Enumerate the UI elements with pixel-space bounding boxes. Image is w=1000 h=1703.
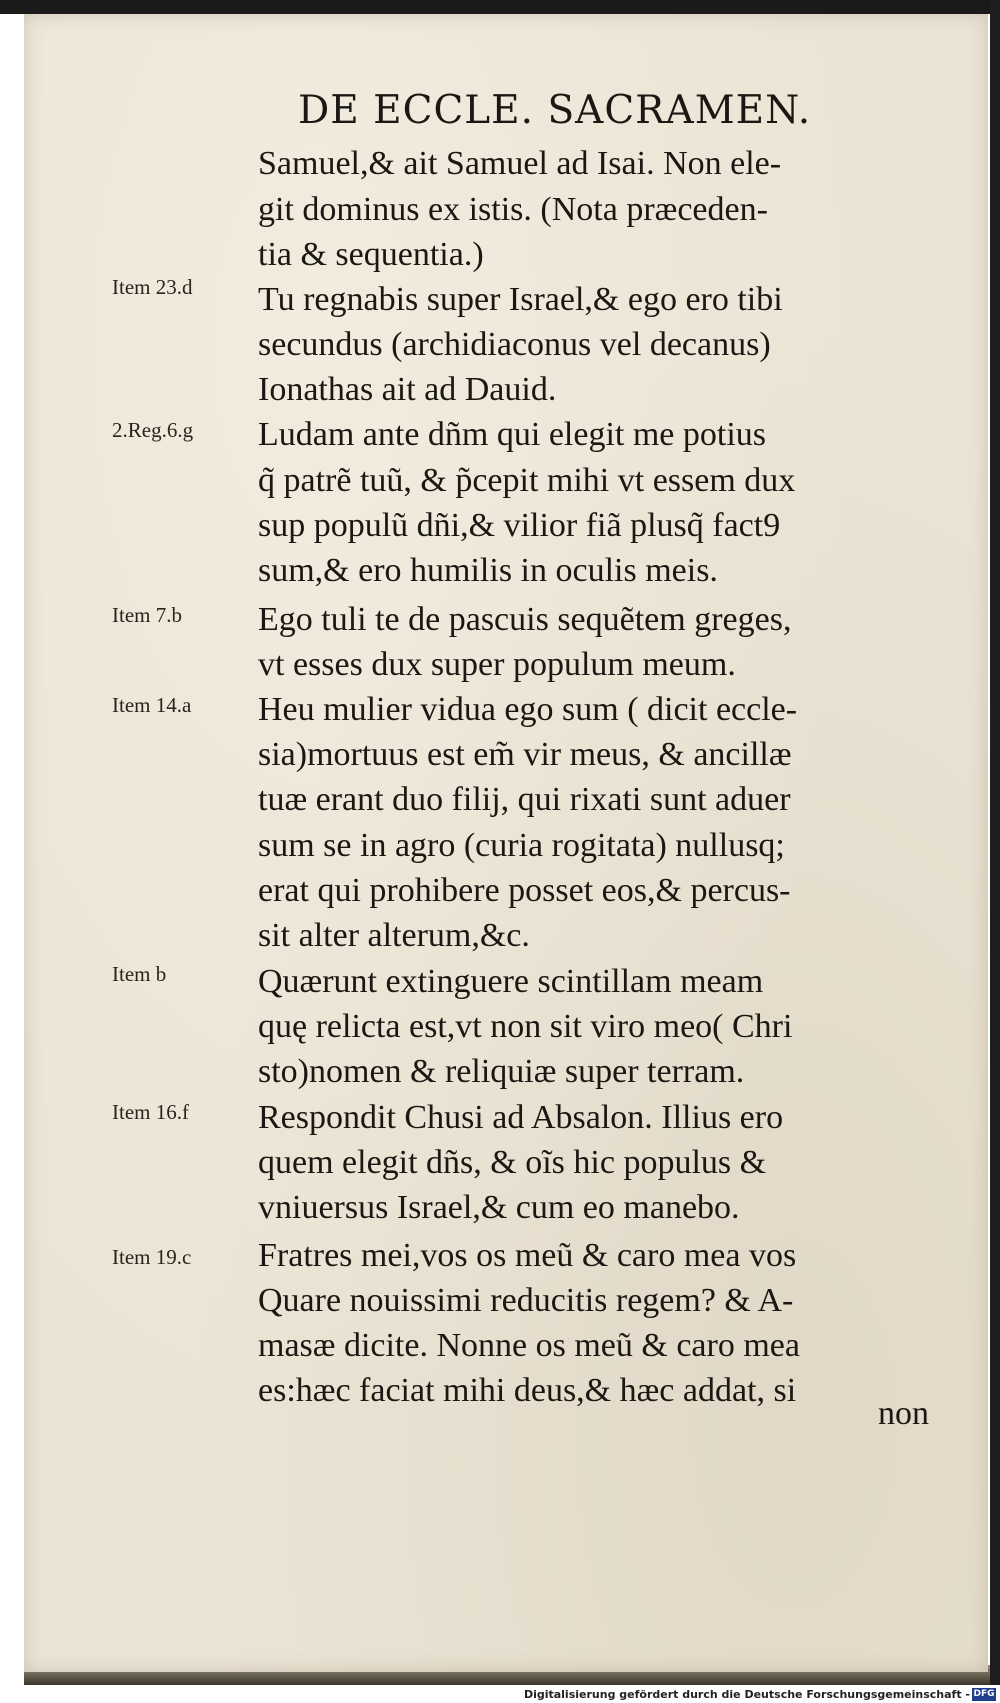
text-line: sum se in agro (curia rogitata) nullusq;	[258, 827, 785, 864]
text-line: quem elegit dñs, & oĩs hic populus &	[258, 1144, 767, 1181]
text-line: secundus (archidiaconus vel decanus)	[258, 326, 771, 363]
text-line: Samuel,& ait Samuel ad Isai. Non ele-	[258, 145, 782, 182]
margin-note: Item 19.c	[112, 1245, 192, 1269]
margin-note: 2.Reg.6.g	[112, 418, 194, 442]
text-line: tuæ erant duo filij, qui rixati sunt aduer	[258, 781, 791, 818]
text-line: quę relicta est,vt non sit viro meo( Chri	[258, 1008, 793, 1045]
text-line: erat qui prohibere posset eos,& percus-	[258, 872, 791, 909]
funding-credit: Digitalisierung gefördert durch die Deutsche Forschungsgemeinschaft -	[523, 1688, 970, 1701]
text-line: Respondit Chusi ad Absalon. Illius ero	[258, 1099, 784, 1136]
dfg-logo-icon: DFG	[973, 1689, 995, 1699]
text-line: git dominus ex istis. (Nota præceden-	[258, 191, 768, 228]
text-line: q̃ patrẽ tuũ, & p̃cepit mihi vt essem dux	[258, 462, 796, 499]
running-header: DE ECCLE. SACRAMEN.	[298, 88, 812, 133]
scan-border-right	[990, 0, 1000, 1685]
catchword: non	[878, 1395, 929, 1432]
text-line: masæ dicite. Nonne os meũ & caro mea	[258, 1327, 800, 1364]
text-line: Quærunt extinguere scintillam meam	[258, 963, 764, 1000]
text-line: Ludam ante dñm qui elegit me potius	[258, 416, 767, 453]
text-line: sup populũ dñi,& vilior fiã plusq̃ fact9	[258, 507, 781, 544]
text-line: sit alter alterum,&c.	[258, 917, 530, 954]
scan-border-top	[0, 0, 1000, 14]
margin-note: Item 14.a	[112, 693, 192, 717]
text-line: sto)nomen & reliquiæ super terram.	[258, 1053, 745, 1090]
text-line: Fratres mei,vos os meũ & caro mea vos	[258, 1237, 797, 1274]
margin-note: Item 23.d	[112, 275, 193, 299]
text-line: vniuersus Israel,& cum eo manebo.	[258, 1189, 740, 1226]
text-line: Ionathas ait ad Dauid.	[258, 371, 557, 408]
text-line: sum,& ero humilis in oculis meis.	[258, 552, 718, 589]
text-line: tia & sequentia.)	[258, 236, 484, 273]
text-line: Quare nouissimi reducitis regem? & A-	[258, 1282, 794, 1319]
text-line: Heu mulier vidua ego sum ( dicit eccle-	[258, 691, 798, 728]
margin-note: Item 7.b	[112, 603, 182, 627]
text-line: Tu regnabis super Israel,& ego ero tibi	[258, 281, 783, 318]
margin-note: Item b	[112, 962, 167, 986]
text-line: es:hæc faciat mihi deus,& hæc addat, si	[258, 1372, 797, 1409]
text-line: vt esses dux super populum meum.	[258, 646, 736, 683]
text-line: sia)mortuus est em̃ vir meus, & ancillæ	[258, 736, 792, 773]
margin-note: Item 16.f	[112, 1100, 189, 1124]
text-line: Ego tuli te de pascuis sequẽtem greges,	[258, 601, 792, 638]
